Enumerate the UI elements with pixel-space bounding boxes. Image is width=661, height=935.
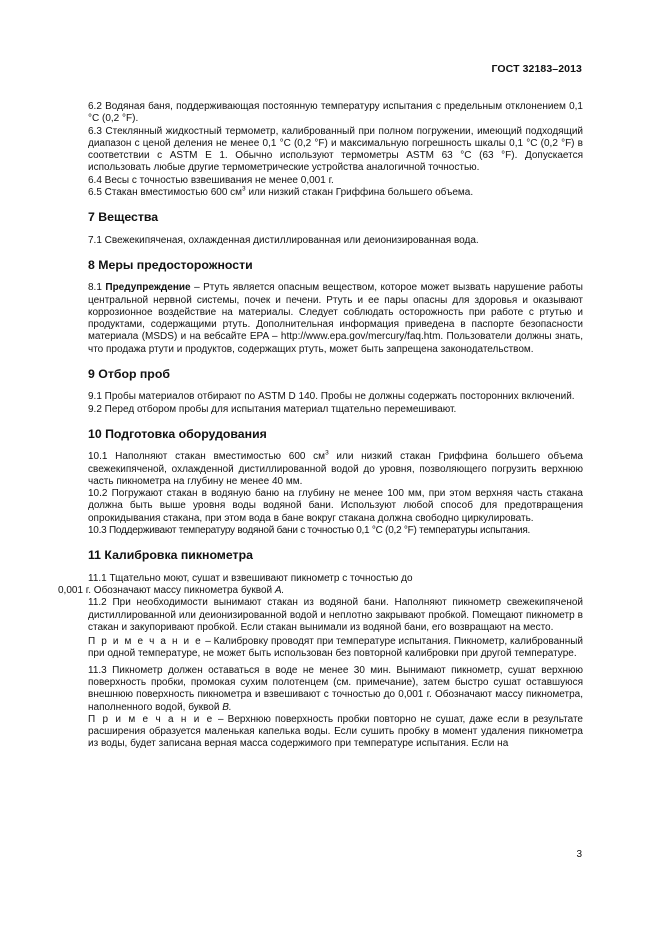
section-heading-7: 7 Вещества: [88, 210, 159, 225]
paragraph-8-1-text: – Ртуть является опасным веществом, которое может вызвать нарушение работы центральной нервной системы, почек и печени. Ртуть и ее пары опасны для здоровья и оказывают коррозионное воздействие на материалы. Следует соблюдать осторожность при работе с ртутью и продуктами, содержащими ртуть. Дополнительная информация приведена в паспорте безопасности материала (MSDS) и на вебсайте EPA – http://www.epa.gov/mercury/faq.htm. Пользователи должны знать, что продажа ртути и продуктов, содержащих ртуть, может быть запрещена законодательством.: [88, 282, 583, 355]
paragraph-10-1: [88, 451, 583, 488]
paragraph-6-3-text: 6.3 Стеклянный жидкостный термометр, калиброванный при полном погружении, имеющий подходящий диапазон с ценой деления не менее 0,1 °С (0,2 °F) и максимальную погрешность шкалы 0,1 °С (0,2 °F) в соответствии с ASTM E 1. Обычно используют термометры ASTM 63 °С (63 °F). Допускается использовать любые другие термометрические устройства аналогичной точностью.: [88, 125, 583, 174]
paragraph-8-1-number: 8.1: [88, 282, 106, 294]
superscript-cube: 3: [242, 185, 246, 193]
paragraph-7-1-text: 7.1 Свежекипяченая, охлажденная дистиллированная или деионизированная вода.: [88, 234, 479, 246]
section-heading-8: 8 Меры предосторожности: [88, 257, 253, 272]
paragraph-9-2: [88, 404, 583, 416]
section-heading-10: 10 Подготовка оборудования: [88, 426, 267, 441]
note-2-text: – Верхнюю поверхность пробки повторно не сушат, даже если в результате расширения образуется маленькая капелька воды. Если сушить пробку в момент удаления пикнометра из воды, будет записана верная масса содержимого при температуре испытания. Если на: [88, 713, 583, 750]
warning-label: Предупреждение: [105, 282, 191, 294]
paragraph-6-2: [88, 101, 583, 126]
paragraph-9-1-text: 9.1 Пробы материалов отбирают по ASTM D 140. Пробы не должны содержать посторонних включений.: [88, 391, 575, 403]
paragraph-11-1: [88, 573, 583, 585]
paragraph-10-3: [88, 525, 583, 537]
paragraph-11-2: [88, 597, 583, 634]
paragraph-6-4: [88, 175, 583, 187]
paragraph-10-2: [88, 488, 583, 525]
note-1: [88, 636, 583, 661]
variable-a: А.: [274, 584, 285, 596]
paragraph-11-1-cont: [58, 585, 583, 597]
paragraph-11-1-text-cont: 0,001 г. Обозначают массу пикнометра буквой: [58, 584, 275, 596]
section-heading-9: 9 Отбор проб: [88, 367, 170, 382]
paragraph-10-2-text: 10.2 Погружают стакан в водяную баню на глубину не менее 100 мм, при этом верхняя часть стакана должна быть выше уровня воды водяной бани. Используют любой способ для предотвращения опрокидывания стакана, при этом вода в бане вокруг стакана должна свободно циркулировать.: [88, 488, 583, 524]
note-2: [88, 714, 583, 751]
paragraph-11-1-text: 11.1 Тщательно моют, сушат и взвешивают пикнометр с точностью до: [88, 572, 413, 584]
document-body: [58, 101, 583, 751]
paragraph-7-1: [88, 235, 583, 247]
paragraph-6-5-text: 6.5 Стакан вместимостью 600 см: [88, 187, 243, 199]
superscript-cube: 3: [325, 449, 329, 457]
paragraph-11-3-text: 11.3 Пикнометр должен оставаться в воде не менее 30 мин. Вынимают пикнометр, сушат верхнюю поверхность пробки, промокая сухим полотенцем (см. примечание), затем быстро сушат оставшуюся внешнюю поверхность пикнометра и взвешивают с точностью до 0,001 г. Обозначают массу пикнометра, наполненного водой, буквой: [88, 664, 583, 713]
paragraph-6-3: [88, 126, 583, 175]
section-heading-11: 11 Калибровка пикнометра: [88, 548, 253, 563]
paragraph-6-4-text: 6.4 Весы с точностью взвешивания не менее 0,001 г.: [88, 174, 334, 186]
note-1-label: П р и м е ч а н и е: [88, 636, 203, 648]
paragraph-8-1: [88, 282, 583, 356]
paragraph-10-1-text-end: или низкий стакан Гриффина большего объема свежекипяченой, охлажденной дистиллированной водой до уровня, позволяющего погрузить верхнюю часть пикнометра на глубину не менее 40 мм.: [88, 451, 583, 487]
paragraph-9-1: [88, 391, 583, 403]
paragraph-11-3: [88, 665, 583, 714]
note-2-label: П р и м е ч а н и е: [88, 713, 214, 725]
document-header-id: ГОСТ 32183–2013: [491, 63, 582, 75]
page-number: 3: [576, 849, 582, 860]
paragraph-9-2-text: 9.2 Перед отбором пробы для испытания материал тщательно перемешивают.: [88, 403, 457, 415]
paragraph-10-3-text: 10.3 Поддерживают температуру водяной бани с точностью 0,1 °С (0,2 °F) температуры испытания.: [88, 525, 531, 537]
paragraph-6-5: [88, 187, 583, 199]
note-1-text: – Калибровку проводят при температуре испытания. Пикнометр, калиброванный при одной температуре, не может быть использован без повторной калибровки при другой температуре.: [88, 636, 583, 660]
paragraph-11-2-text: 11.2 При необходимости вынимают стакан из водяной бани. Наполняют пикнометр свежекипяченой дистиллированной или деионизированной водой и неплотно закрывают пробкой. Помещают пикнометр в стакан и закупоривают пробкой. Если стакан вынимали из водяной бани, его возвращают на место.: [88, 597, 583, 633]
paragraph-6-5-text-end: или низкий стакан Гриффина большего объема.: [245, 187, 474, 199]
paragraph-10-1-text: 10.1 Наполняют стакан вместимостью 600 см: [88, 451, 326, 463]
variable-b: В.: [222, 701, 232, 713]
paragraph-6-2-text: 6.2 Водяная баня, поддерживающая постоянную температуру испытания с предельным отклонением 0,1 °С (0,2 °F).: [88, 101, 583, 125]
